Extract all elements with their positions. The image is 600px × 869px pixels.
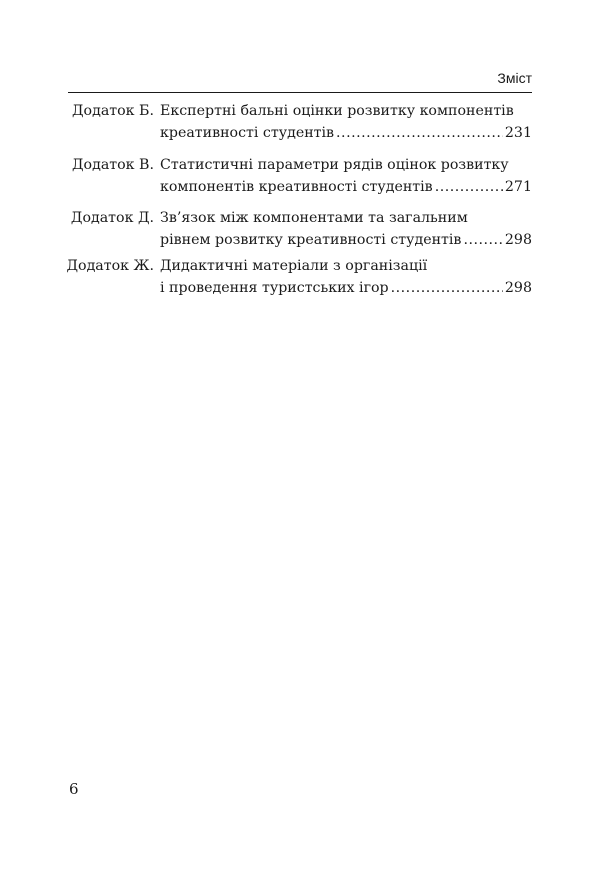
toc-entry-label: Додаток В. (72, 157, 154, 173)
toc-entry-title-line2: компонентів креативності студентів (160, 179, 433, 195)
toc-entry-label: Додаток Б. (72, 103, 154, 119)
toc-entry-label: Додаток Д. (70, 210, 154, 226)
toc-entry-title-line2: креативності студентів (160, 125, 335, 141)
toc-entry-title-line1: Експертні бальні оцінки розвитку компонентів (160, 103, 514, 119)
toc-entry-page: 231 (504, 125, 532, 141)
toc-leader-dots (336, 122, 503, 144)
toc-entry[interactable] (60, 154, 532, 198)
toc-entry-title-line2: і проведення туристських ігор (160, 280, 389, 296)
toc-leader-dots (391, 277, 503, 299)
toc-leader-dots (435, 176, 503, 198)
header-rule (68, 92, 532, 93)
toc-entry-page: 298 (504, 232, 532, 248)
toc-leader-dots (463, 229, 502, 251)
toc-entry[interactable] (60, 100, 532, 144)
toc-entry-title-line1: Статистичні параметри рядів оцінок розвитку (160, 157, 509, 173)
toc-entry-title-line1: Дидактичні матеріали з організації (160, 258, 428, 274)
toc-entry-page: 271 (504, 179, 532, 195)
toc-entry[interactable] (60, 207, 532, 251)
toc-entry-page: 298 (504, 280, 532, 296)
toc-entry[interactable] (60, 255, 532, 299)
toc-entry-title-line2: рівнем розвитку креативності студентів (160, 232, 462, 248)
page-number: 6 (69, 780, 79, 798)
toc-entry-title-line1: Зв’язок між компонентами та загальним (160, 210, 468, 226)
toc-entry-label: Додаток Ж. (66, 258, 154, 274)
running-header-title: Зміст (497, 70, 532, 86)
